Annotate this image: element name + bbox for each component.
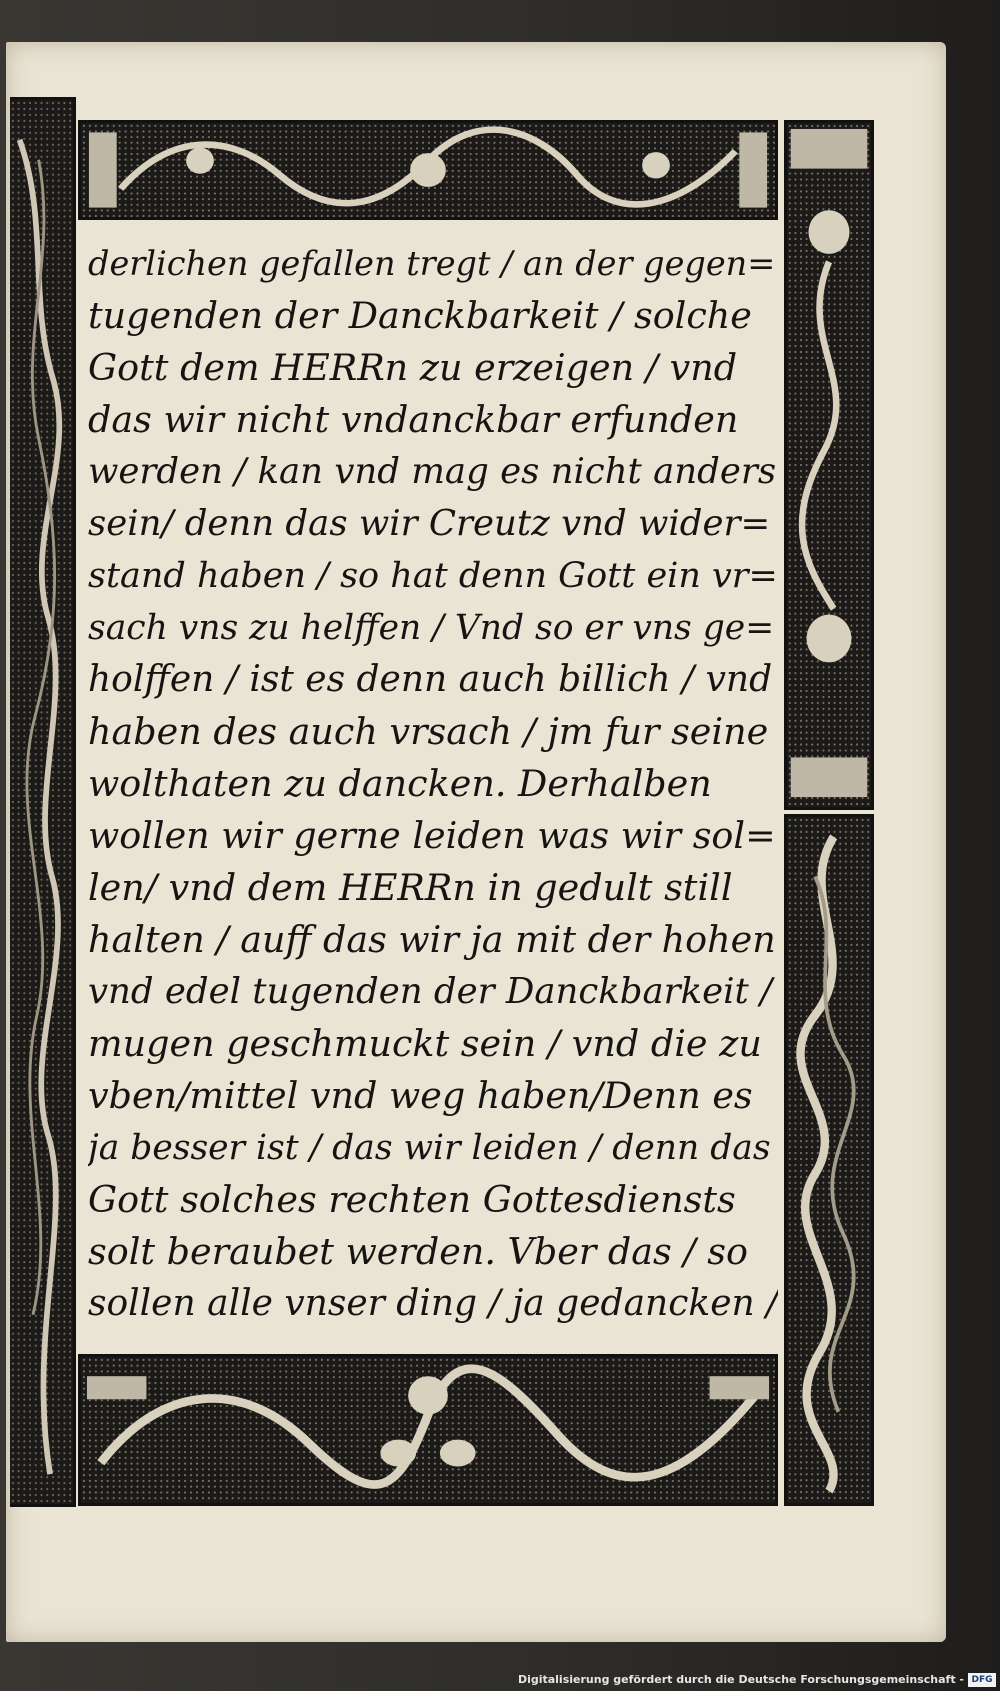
text-line: len/ vnd dem HERRn in gedult still	[88, 866, 733, 909]
text-line: halten / auff das wir ja mit der hohen	[88, 918, 776, 961]
text-line: stand haben / so hat denn Gott ein vr=	[88, 556, 778, 596]
text-line: holffen / ist es denn auch billich / vnd	[88, 659, 773, 700]
text-line: mugen geschmuckt sein / vnd die zu	[88, 1022, 762, 1065]
text-line: ja besser ist / das wir leiden / denn das	[88, 1128, 771, 1168]
right-lower-ornament-border	[784, 814, 874, 1506]
dfg-logo: DFG	[968, 1673, 996, 1687]
text-line: sollen alle vnser ding / ja gedancken /	[88, 1283, 778, 1324]
book-page	[6, 42, 946, 1642]
text-line: derlichen gefallen tregt / an der gegen=	[88, 244, 776, 283]
text-line: wolthaten zu dancken. Derhalben	[88, 762, 712, 805]
text-line: vnd edel tugenden der Danckbarkeit /	[88, 971, 773, 1012]
text-line: Gott solches rechten Gottesdiensts	[88, 1178, 736, 1221]
left-ornament-border	[10, 97, 76, 1507]
text-line: solt beraubet werden. Vber das / so	[88, 1230, 748, 1273]
text-line: haben des auch vrsach / jm fur seine	[88, 710, 769, 753]
text-line: tugenden der Danckbarkeit / solche	[88, 294, 752, 337]
digitization-credit: Digitalisierung gefördert durch die Deutsche Forschungsgemeinschaft -	[517, 1673, 964, 1686]
body-text	[88, 238, 778, 1338]
text-line: sein/ denn das wir Creutz vnd wider=	[88, 503, 771, 544]
text-line: das wir nicht vndanckbar erfunden	[88, 398, 739, 441]
right-upper-ornament-border	[784, 120, 874, 810]
text-line: sach vns zu helffen / Vnd so er vns ge=	[88, 608, 775, 648]
text-line: vben/mittel vnd weg haben/Denn es	[88, 1074, 753, 1117]
top-ornament-border	[78, 120, 778, 220]
text-line: Gott dem HERRn zu erzeigen / vnd	[88, 346, 738, 389]
bottom-ornament-border	[78, 1354, 778, 1506]
text-line: wollen wir gerne leiden was wir sol=	[88, 814, 776, 857]
text-line: werden / kan vnd mag es nicht anders	[88, 451, 777, 492]
